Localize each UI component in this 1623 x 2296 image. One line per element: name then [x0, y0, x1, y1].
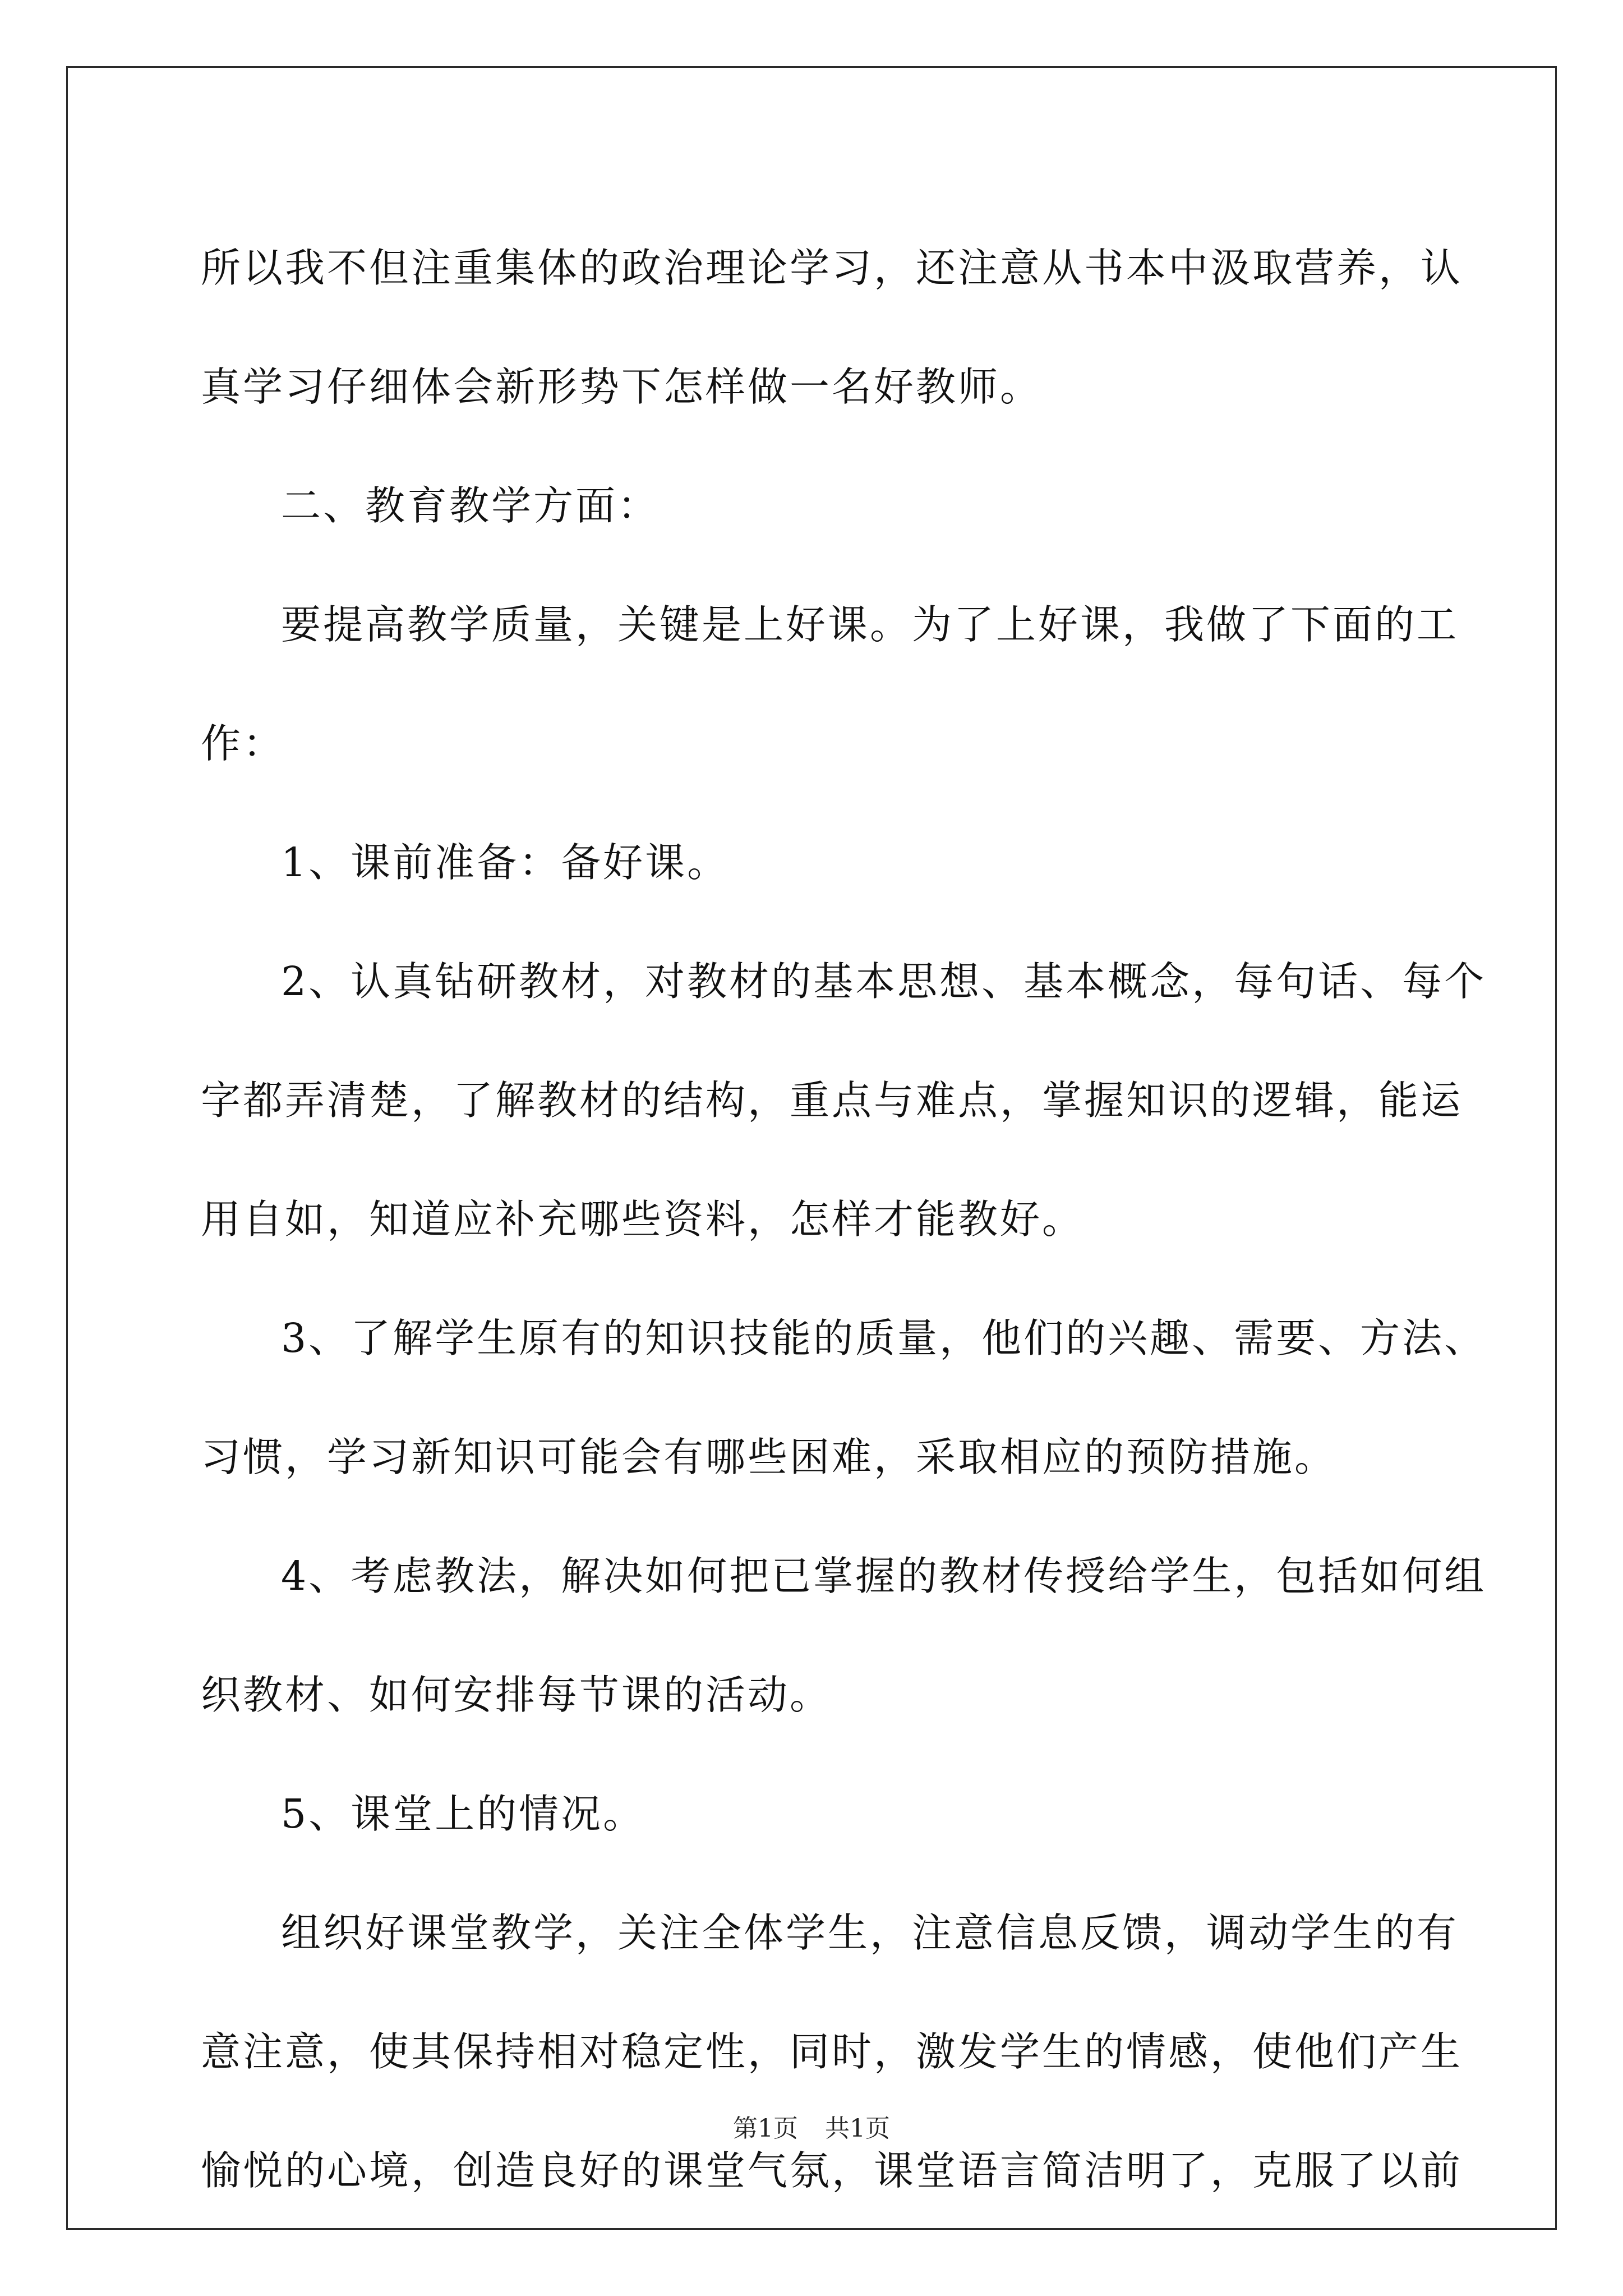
text-line: 字都弄清楚，了解教材的结构，重点与难点，掌握知识的逻辑，能运: [201, 1077, 1463, 1124]
list-item: 1、课前准备：备好课。: [281, 839, 730, 886]
page-number: 第1页: [733, 2114, 798, 2143]
page-total: 共1页: [825, 2114, 890, 2143]
text-line: 所以我不但注重集体的政治理论学习，还注意从书本中汲取营养，认: [201, 245, 1463, 291]
list-item: 3、了解学生原有的知识技能的质量，他们的兴趣、需要、方法、: [281, 1315, 1487, 1361]
text-line: 愉悦的心境，创造良好的课堂气氛，课堂语言简洁明了，克服了以前: [201, 2147, 1463, 2194]
document-body: [201, 209, 1487, 2230]
text-line: 习惯，学习新知识可能会有哪些困难，采取相应的预防措施。: [201, 1434, 1337, 1480]
text-line: 真学习仔细体会新形势下怎样做一名好教师。: [201, 364, 1043, 410]
text-line: 用自如，知道应补充哪些资料，怎样才能教好。: [201, 1196, 1085, 1243]
page-footer: [0, 2108, 1623, 2144]
text-line: 要提高教学质量，关键是上好课。为了上好课，我做了下面的工: [281, 601, 1459, 648]
text-line: 织教材、如何安排每节课的活动。: [201, 1672, 832, 1718]
list-item: 2、认真钻研教材，对教材的基本思想、基本概念，每句话、每个: [281, 958, 1487, 1005]
section-heading: 二、教育教学方面：: [281, 482, 660, 529]
list-item: 5、课堂上的情况。: [281, 1791, 645, 1837]
text-line: 意注意，使其保持相对稳定性，同时，激发学生的情感，使他们产生: [201, 2028, 1463, 2075]
text-line: 组织好课堂教学，关注全体学生，注意信息反馈，调动学生的有: [281, 1910, 1459, 1956]
list-item: 4、考虑教法，解决如何把已掌握的教材传授给学生，包括如何组: [281, 1553, 1487, 1599]
text-line: 作：: [201, 720, 285, 767]
